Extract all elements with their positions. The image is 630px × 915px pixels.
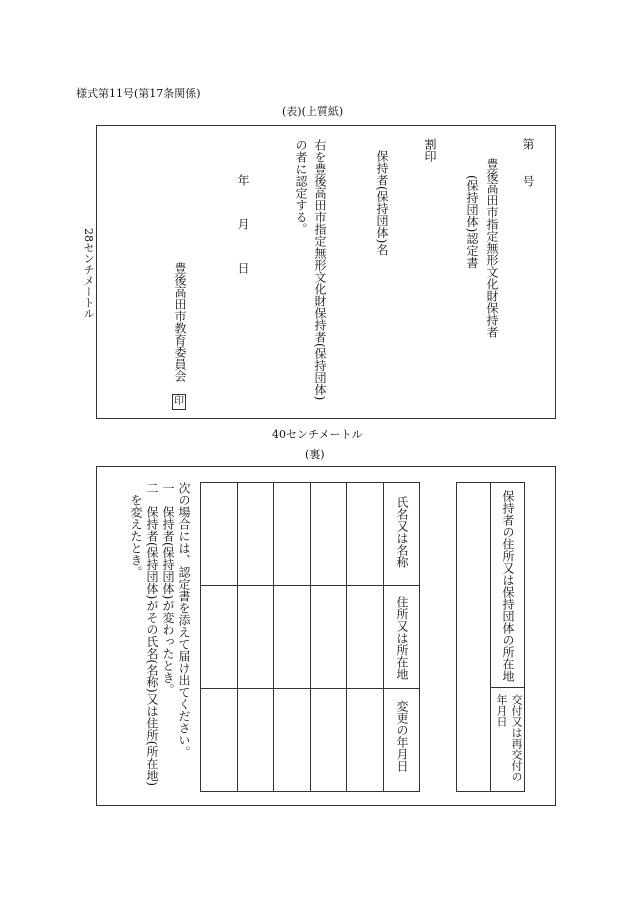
- certificate-title-2: (保持団体)認定書: [465, 175, 479, 269]
- certification-text-2: の者に認定する。: [294, 139, 308, 235]
- notes-item-2a: 二 保持者(保持団体)がその氏名(名称)又は住所(所在地): [145, 482, 159, 787]
- front-label: (表)(上質紙): [282, 105, 344, 118]
- height-dimension: 28センチメートル: [82, 228, 95, 319]
- address-header: 保持者の住所又は保持団体の所在地: [501, 490, 515, 682]
- certificate-title-1: 豊後高田市指定無形文化財保持者: [485, 158, 499, 338]
- certification-text-1: 右を豊後高田市指定無形文化財保持者(保持団体): [313, 139, 327, 401]
- holder-name-label: 保持者(保持団体)名: [375, 150, 389, 256]
- column-change-date: 変更の年月日: [395, 700, 409, 772]
- seal-box: 印: [172, 394, 186, 410]
- issuer-name: 豊後高田市教育委員会: [173, 262, 187, 382]
- notes-intro: 次の場合には、認定書を添えて届け出てください。: [177, 482, 191, 758]
- issue-date-header-2: 年月日: [495, 694, 508, 727]
- date-month: 月: [236, 218, 250, 230]
- wariin-label: 割印: [423, 138, 437, 162]
- form-number: 様式第11号(第17条関係): [76, 87, 201, 100]
- notes-item-1: 一 保持者(保持団体)が変わったとき。: [161, 482, 175, 696]
- column-name: 氏名又は名称: [395, 496, 409, 568]
- notes-item-2b: を変えたとき。: [129, 494, 143, 578]
- back-label: (裏): [305, 448, 325, 461]
- date-day: 日: [236, 262, 250, 274]
- width-dimension: 40センチメートル: [272, 428, 363, 441]
- date-year: 年: [236, 174, 250, 186]
- column-address: 住所又は所在地: [395, 596, 409, 680]
- number-dai: 第: [521, 138, 535, 150]
- number-go: 号: [521, 175, 535, 187]
- issue-date-header-1: 交付又は再交付の: [510, 694, 523, 782]
